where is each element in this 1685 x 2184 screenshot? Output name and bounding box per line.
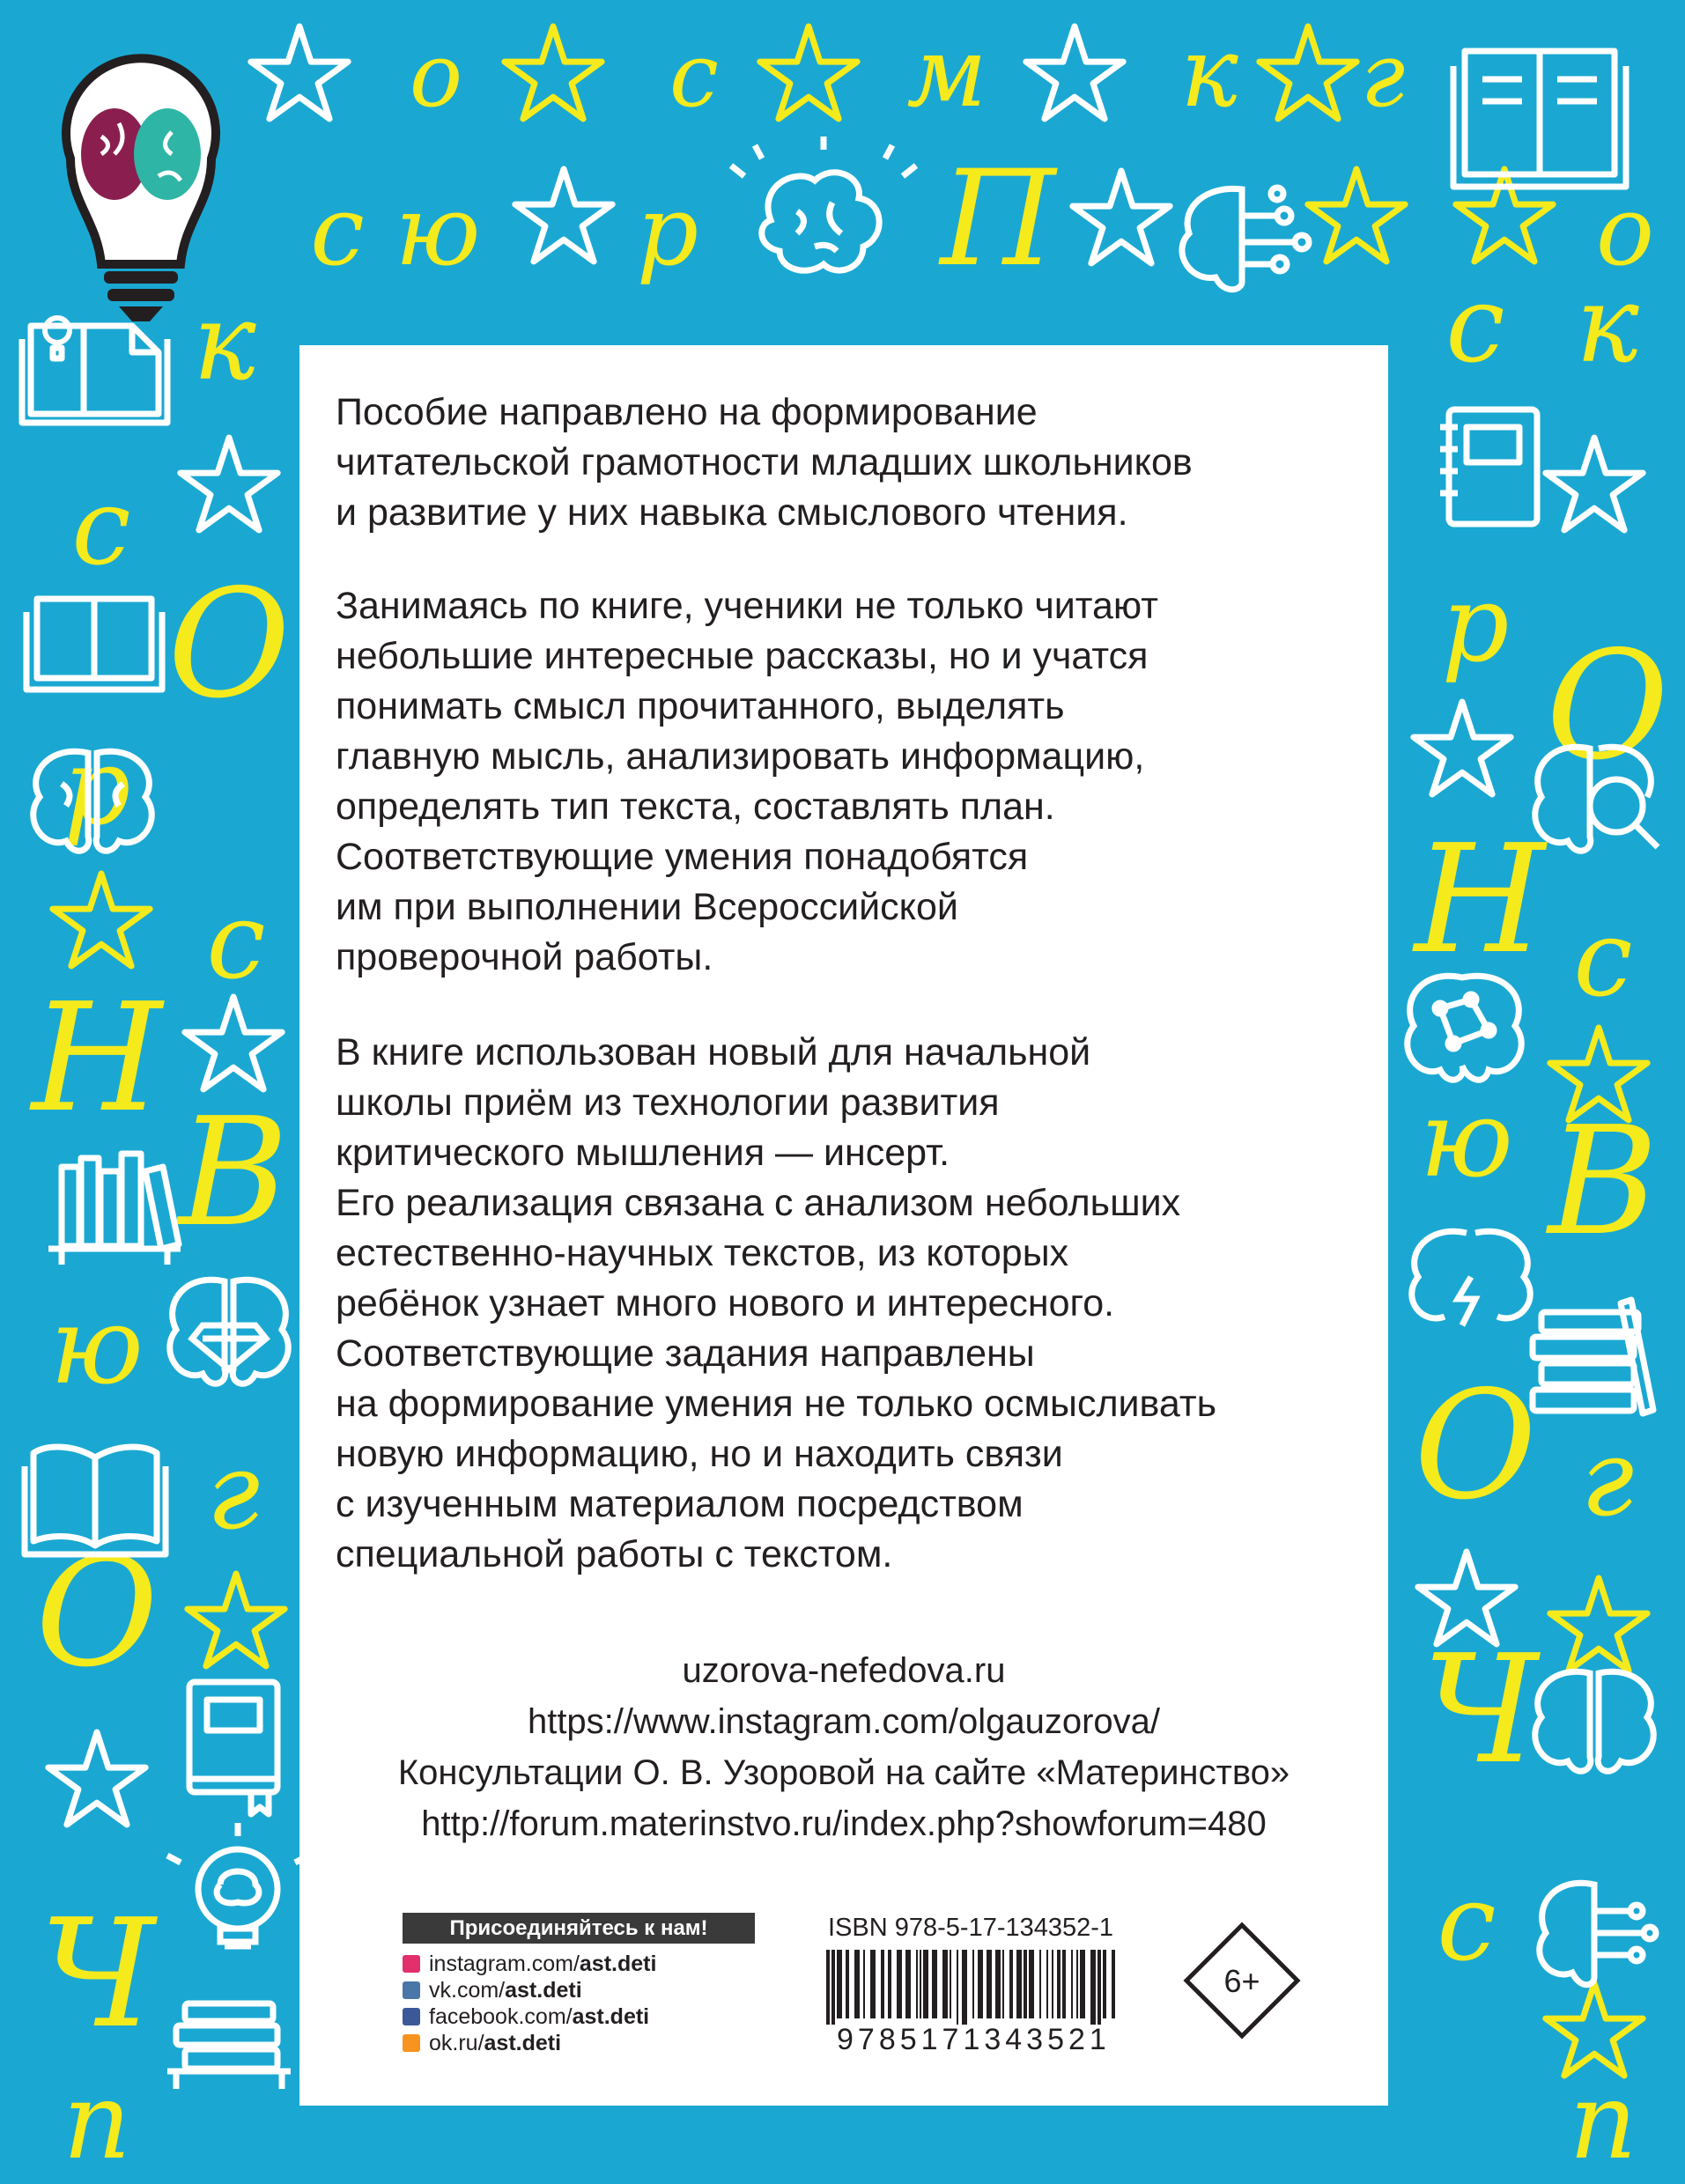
barcode-bar (1046, 1950, 1048, 2018)
star-icon (53, 874, 150, 966)
star-icon (515, 169, 612, 262)
star-icon (1546, 438, 1643, 530)
social-link-instagram[interactable]: instagram.com/ ast.deti (403, 1951, 772, 1977)
book-stack-icon (167, 2003, 291, 2089)
barcode-bar (854, 1950, 860, 2018)
barcode-bar (837, 1950, 842, 2018)
barcode-bar (1009, 1950, 1013, 2018)
odnoklassniki-icon (403, 2034, 420, 2052)
barcode-bar (826, 1950, 830, 2025)
barcode-bar (1039, 1950, 1041, 2018)
brain-icon (1408, 976, 1522, 1080)
border-letter-left: к (193, 282, 256, 404)
barcode-bar (1002, 1950, 1004, 2018)
border-letter-left: О (35, 1526, 159, 1701)
border-letter-left: с (71, 467, 131, 589)
border-letter-right: к (1576, 264, 1639, 387)
paragraph-intro: Пособие направлено на формирование читательской грамотности младших школьников и развитие у них навыка смыслового чтения. (336, 391, 1193, 534)
barcode-bar (916, 1950, 918, 2018)
barcode-bar (1057, 1950, 1061, 2018)
barcode-number: 9785171343521 (837, 2023, 1111, 2056)
barcode-bar (1016, 1950, 1022, 2018)
border-letter-right: п (1569, 2061, 1637, 2183)
barcode-bar (978, 1950, 983, 2018)
barcode-bar (1062, 1950, 1066, 2018)
border-letter-right: О (1414, 1359, 1537, 1533)
site-link[interactable]: uzorova-nefedova.ru (682, 1651, 1006, 1690)
border-letter-left: р (63, 727, 131, 849)
star-icon (48, 1732, 145, 1825)
brain-icon (1535, 1671, 1654, 1771)
bookshelf-icon (48, 1154, 181, 1265)
border-letter-right: О (1546, 619, 1669, 793)
social-link-facebook[interactable]: facebook.com/ ast.deti (403, 2003, 772, 2030)
star-icon (505, 26, 602, 119)
barcode-bar (1090, 1950, 1096, 2025)
star-icon (1414, 702, 1511, 794)
border-letter-left: г (206, 1431, 261, 1553)
brain-icon (731, 136, 916, 270)
facebook-icon (403, 2008, 420, 2025)
star-icon (1026, 26, 1123, 119)
barcode-bar (950, 1950, 951, 2018)
barcode-bar (1076, 1950, 1078, 2018)
barcode-bar (972, 1950, 974, 2018)
brain-icon (1182, 188, 1309, 290)
barcode-bar (932, 1950, 937, 2018)
barcode-bar (888, 1950, 891, 2018)
border-letter-second: о (1595, 174, 1655, 287)
vk-icon (403, 1981, 420, 1999)
border-letter-top: г (1360, 24, 1406, 127)
social-links (403, 1951, 772, 2056)
barcode-bar (962, 1950, 967, 2025)
border-letter-right: с (1437, 1863, 1497, 1985)
links-block (299, 1645, 1388, 1849)
notebook-icon (189, 1682, 277, 1814)
barcode-bar (881, 1950, 884, 2018)
social-link-vk[interactable]: vk.com/ ast.deti (403, 1977, 772, 2003)
barcode-bar (942, 1950, 948, 2018)
star-icon (1550, 1578, 1647, 1671)
lightbulb-icon (167, 1823, 308, 1946)
border-letter-second: ю (395, 174, 481, 287)
star-icon (185, 997, 282, 1089)
star-icon (760, 26, 857, 119)
age-rating-text: 6+ (1223, 1963, 1260, 1999)
border-letter-second: П (940, 143, 1056, 296)
star-icon (1308, 169, 1405, 262)
forum-link[interactable]: http://forum.materinstvo.ru/index.php?showforum=480 (421, 1804, 1267, 1843)
star-icon (1260, 26, 1356, 119)
instagram-link[interactable]: https://www.instagram.com/olgauzorova/ (527, 1702, 1161, 1741)
barcode-bar (1071, 1950, 1073, 2018)
barcode-bar (831, 1950, 835, 2025)
border-letter-left: В (178, 1086, 289, 1260)
barcode-bar (987, 1950, 992, 2018)
book-stack-icon (1533, 1300, 1653, 1413)
barcode-bar (995, 1950, 1001, 2018)
border-letter-second: с (310, 174, 365, 287)
open-book-icon (26, 599, 162, 690)
border-letter-left: п (63, 2061, 131, 2183)
barcode (826, 1950, 1126, 2025)
star-icon (1073, 171, 1170, 263)
barcode-bar (863, 1950, 865, 2018)
border-letter-left: Ч (39, 1887, 155, 2062)
border-letter-left: О (167, 557, 291, 732)
brain-icon (1540, 1883, 1656, 1984)
border-letter-right: В (1548, 1095, 1659, 1269)
barcode-bar (846, 1950, 849, 2018)
border-letter-top: с (669, 24, 720, 127)
paragraph-skills: Занимаясь по книге, ученики не только читают небольшие интересные рассказы, но и учатся понимать смысл прочитанного, выделять главную мысль, анализировать информацию, определять тип текста, составлять план. Соответствующие умения понадобятся им при выполнении Всероссийской проверочной работы. (336, 585, 1158, 978)
brain-icon (1412, 1231, 1531, 1325)
instagram-icon (403, 1955, 420, 1973)
star-icon (251, 26, 348, 119)
barcode-bar (905, 1950, 911, 2018)
barcode-bar (957, 1950, 958, 2025)
open-book-icon (1453, 51, 1626, 187)
star-icon (1456, 169, 1553, 262)
age-rating-badge (1183, 1922, 1301, 2040)
barcode-bar (1024, 1950, 1027, 2018)
border-letter-left: ю (50, 1286, 144, 1408)
border-letter-top: к (1180, 16, 1238, 129)
barcode-bar (1103, 1950, 1106, 2018)
diamond-brain-icon (170, 1280, 289, 1383)
open-book-icon (25, 1447, 166, 1554)
barcode-bar (897, 1950, 902, 2018)
barcode-bar (1080, 1950, 1085, 2018)
border-letter-left: с (206, 881, 266, 1003)
border-letter-right: Н (1414, 813, 1546, 987)
border-letter-second: р (636, 174, 699, 287)
paragraph-insert: В книге использован новый для начальной школы приём из технологии развития критического мышления — инсерт. Его реализация связана с анализом небольших естественно-научных текстов, из которых ребёнок узнает много нового и интересного. Соответствующие задания направлены на формирование умения не только осмысливать новую информацию, но и находить связи с изученным материалом посредством специальной работы с текстом. (336, 1031, 1216, 1575)
border-letter-top: о (409, 24, 463, 127)
star-icon (181, 438, 277, 530)
consult-text: Консультации О. В. Узоровой на сайте «Материнство» (397, 1753, 1290, 1792)
barcode-bar (870, 1950, 876, 2018)
border-letter-right: Ч (1422, 1623, 1538, 1797)
barcode-bar (1052, 1950, 1053, 2018)
barcode-bar (1029, 1950, 1034, 2018)
border-letter-right: г (1580, 1418, 1635, 1540)
border-letter-top: м (906, 16, 987, 129)
border-letter-right: с (1573, 898, 1633, 1021)
border-letter-right: с (1445, 264, 1505, 387)
barcode-bar (920, 1950, 921, 2018)
border-letter-left: Н (31, 971, 163, 1146)
border-letter-right: ю (1420, 1079, 1513, 1201)
barcode-bar (1097, 1950, 1101, 2025)
border-letter-right: р (1441, 564, 1510, 686)
barcode-bar (1112, 1950, 1115, 2018)
join-us-banner: Присоединяйтесь к нам! (403, 1913, 755, 1944)
barcode-bar (923, 1950, 928, 2018)
isbn-label: ISBN 978-5-17-134352-1 (828, 1914, 1114, 1942)
star-icon (188, 1574, 285, 1666)
notebook-icon (1440, 410, 1537, 524)
text-panel (299, 345, 1388, 2106)
social-link-odnoklassniki[interactable]: ok.ru/ ast.deti (403, 2030, 772, 2056)
open-book-icon (22, 318, 167, 423)
